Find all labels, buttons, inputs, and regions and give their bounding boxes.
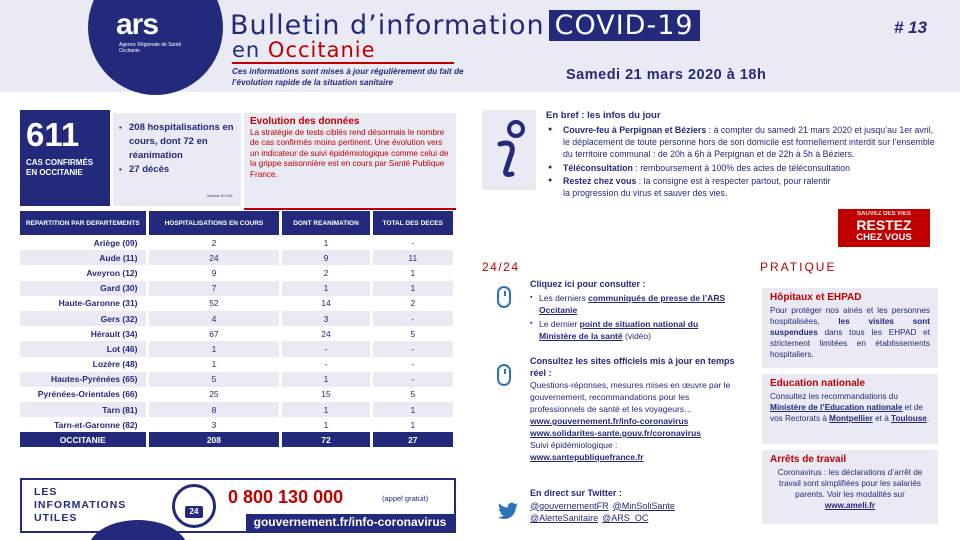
rea-value: 1 <box>281 402 371 417</box>
table-total-row <box>20 432 455 447</box>
table-row <box>20 265 455 280</box>
title-rule <box>232 62 454 64</box>
cases-number: 611 <box>26 116 80 153</box>
dept-name: Lot (46) <box>20 341 147 356</box>
dept-name: Hautes-Pyrénées (65) <box>20 372 147 387</box>
hosp-value: 4 <box>147 311 281 326</box>
hosp-value: 9 <box>147 265 281 280</box>
header-departments: REPARTITION PAR DEPARTEMENTS <box>20 211 147 235</box>
table-row <box>20 417 455 432</box>
total-hosp: 208 <box>147 432 281 447</box>
deaths-value: - <box>371 311 454 326</box>
info-icon <box>482 110 536 190</box>
spf-site-link[interactable]: www.santepubliquefrance.fr <box>530 452 644 462</box>
hosp-value: 8 <box>147 402 281 417</box>
dept-name: Aude (11) <box>20 250 147 265</box>
deaths-value: 2 <box>371 296 454 311</box>
dept-name: Hérault (34) <box>20 326 147 341</box>
twitter-bird-icon <box>498 502 518 525</box>
deaths-value: - <box>371 341 454 356</box>
total-label: OCCITANIE <box>20 432 147 447</box>
dept-name: Gers (32) <box>20 311 147 326</box>
deaths-value: 1 <box>371 402 454 417</box>
logo-word: ars <box>116 8 159 41</box>
suivi-label: Suivi épidémiologique : <box>530 440 618 450</box>
total-rea: 72 <box>281 432 371 447</box>
solidarites-site-link[interactable]: www.solidarites-sante.gouv.fr/coronavirus <box>530 428 701 438</box>
deaths-line: ▪ 27 décès <box>119 163 235 177</box>
hosp-value: 25 <box>147 387 281 402</box>
header-deaths: TOTAL DES DECES <box>371 211 454 235</box>
travail-box <box>762 450 938 524</box>
department-table <box>20 211 456 447</box>
info-label-line: UTILES <box>34 512 78 524</box>
page-title-line2 <box>232 38 376 62</box>
rea-value: 1 <box>281 417 371 432</box>
ministere-education-link[interactable]: Ministère de l’Education nationale <box>770 403 903 412</box>
deaths-value: - <box>371 357 454 372</box>
bref-item-bold: Couvre-feu à Perpignan et Béziers <box>563 125 707 135</box>
dept-name: Tarn (81) <box>20 402 147 417</box>
table-row <box>20 326 455 341</box>
table-row <box>20 387 455 402</box>
link-prefix: Les derniers <box>539 293 589 303</box>
info-label-line: LES <box>34 486 58 498</box>
table-row <box>20 250 455 265</box>
hosp-value: 1 <box>147 357 281 372</box>
education-box <box>762 374 938 444</box>
deaths-value: 11 <box>371 250 454 265</box>
communiques-link[interactable]: communiqués de presse de l’ARS Occitanie <box>539 293 726 315</box>
badge-small: SAUVEZ DES VIES <box>857 211 911 217</box>
title-highlight: COVID-19 <box>549 10 700 41</box>
table-row <box>20 281 455 296</box>
hosp-value: 3 <box>147 417 281 432</box>
dept-name: Lozère (48) <box>20 357 147 372</box>
educ-text-and: et à <box>872 414 892 423</box>
list-item <box>546 175 831 199</box>
point-situation-link[interactable]: point de situation national du Ministère de la santé <box>539 319 699 341</box>
rea-value: 14 <box>281 296 371 311</box>
consult1-title: Cliquez ici pour consulter : <box>530 279 646 289</box>
total-deaths: 27 <box>371 432 454 447</box>
list-item <box>530 318 730 342</box>
ameli-link[interactable]: www.ameli.fr <box>824 501 876 510</box>
dept-name: Ariège (09) <box>20 235 147 250</box>
logo-subtitle: Agence Régionale de Santé Occitanie <box>119 42 182 54</box>
dept-name: Aveyron (12) <box>20 265 147 280</box>
subtitle: Ces informations sont mises à jour régulièrement du fait de l’évolution rapide de la situation sanitaire <box>232 67 464 87</box>
deaths-value: 1 <box>371 417 454 432</box>
deaths-value: 5 <box>371 387 454 402</box>
source-note: Source SI-VIC <box>207 193 233 198</box>
montpellier-link[interactable]: Montpellier <box>829 414 873 423</box>
hopitaux-text-end: dans tous les EHPAD et strictement limitées en établissements hospitaliers. <box>770 328 930 359</box>
bref-item-text: : remboursement à 100% des actes de téléconsultation <box>632 162 851 173</box>
list-item <box>546 162 936 174</box>
table-row <box>20 296 455 311</box>
dept-name: Gard (30) <box>20 281 147 296</box>
link-suffix: (vidéo) <box>622 331 651 341</box>
consult2-title: Consultez les sites officiels mis à jour en temps réel : <box>530 356 735 378</box>
section-24-24: 24/24 <box>482 260 520 274</box>
consult2-text: Questions-réponses, mesures mises en œuvre par le gouvernement, recommandations pour les professionnels de santé et les voyageurs… <box>530 380 731 414</box>
educ-text: Consultez les recommandations du <box>770 392 898 401</box>
link-prefix: Le dernier <box>539 319 580 329</box>
bref-item-text: : à compter du samedi 21 mars 2020 et jusqu’au 1er avril, le déplacement de toute personne hors de son domicile est formellement interdit sur l’ensemble du territoire communal : de 20h à 6h à Perpignan et de 22h à 5h à Béziers. <box>563 125 935 160</box>
hopitaux-box <box>762 288 938 368</box>
table-row <box>20 341 455 356</box>
bref-item-text: : la consigne est à respecter partout, pour ralentir la progression du virus et sauver des vies. <box>563 175 831 199</box>
hosp-value: 5 <box>147 372 281 387</box>
rea-value: 1 <box>281 372 371 387</box>
section-pratique: PRATIQUE <box>760 260 837 274</box>
table-row <box>20 402 455 417</box>
issue-number: # 13 <box>894 18 928 37</box>
title-region: Occitanie <box>267 38 376 62</box>
rea-value: - <box>281 341 371 356</box>
mouse-icon <box>497 286 511 308</box>
consult2-block <box>530 355 745 463</box>
twitter-handle[interactable]: @ARS_OC <box>602 513 649 523</box>
bref-title: En bref : les infos du jour <box>546 110 661 121</box>
rea-value: - <box>281 357 371 372</box>
hosp-value: 2 <box>147 235 281 250</box>
dept-name: Pyrénées-Orientales (66) <box>20 387 147 402</box>
hopitaux-text: Pour protéger nos ainés et les personnes hospitalisées, <box>770 306 930 326</box>
title-line2-prefix: en <box>232 38 261 62</box>
hosp-value: 7 <box>147 281 281 296</box>
twitter-block <box>530 487 730 525</box>
dept-name: Tarn-et-Garonne (82) <box>20 417 147 432</box>
page-title <box>230 10 700 41</box>
list-item <box>546 124 936 161</box>
badge-line2: CHEZ VOUS <box>856 232 912 243</box>
table-row <box>20 372 455 387</box>
twitter-title: En direct sur Twitter : <box>530 488 622 498</box>
twitter-handle[interactable]: @MinSoliSante <box>612 500 675 511</box>
hosp-value: 52 <box>147 296 281 311</box>
rea-value: 3 <box>281 311 371 326</box>
table-body <box>20 235 455 447</box>
educ-text-end: . <box>926 414 930 423</box>
evolution-text: La stratégie de tests ciblés rend désormais le nombre de cas confirmés moins pertinent. Une évolution vers un indicateur de suivi épidémiologique comme celui de la grippe saisonnière est en cours par Santé Publique France. <box>250 128 449 179</box>
title-prefix: Bulletin d’information <box>230 10 545 41</box>
gouvernement-link[interactable]: gouvernement.fr/info-coronavirus <box>246 514 454 531</box>
deaths-value: - <box>371 372 454 387</box>
list-item <box>530 292 730 316</box>
bref-list <box>546 124 936 200</box>
deaths-value: 1 <box>371 281 454 296</box>
table-row <box>20 357 455 372</box>
travail-title: Arrêts de travail <box>770 454 847 465</box>
hopitaux-title: Hôpitaux et EHPAD <box>770 292 862 303</box>
deaths-value: 1 <box>371 265 454 280</box>
consult1-list <box>530 292 730 344</box>
bulletin-date: Samedi 21 mars 2020 à 18h <box>566 67 767 83</box>
deaths-value: 5 <box>371 326 454 341</box>
gouvernement-site-link[interactable]: www.gouvernement.fr/info-coronavirus <box>530 416 689 426</box>
cases-label: CAS CONFIRMÉS EN OCCITANIE <box>26 158 94 177</box>
evolution-rule <box>244 208 456 210</box>
hosp-value: 1 <box>147 341 281 356</box>
bref-item-bold: Restez chez vous <box>563 175 637 186</box>
toulouse-link[interactable]: Toulouse <box>891 414 927 423</box>
twitter-handle[interactable]: @AlerteSanitaire <box>530 513 599 523</box>
hotline-note: (appel gratuit) <box>382 494 429 503</box>
table-row <box>20 311 455 326</box>
header-hospitalisations: HOSPITALISATIONS EN COURS <box>147 211 281 235</box>
mouse-icon <box>497 364 511 386</box>
hosp-value: 67 <box>147 326 281 341</box>
info-label <box>34 486 126 525</box>
rea-value: 2 <box>281 265 371 280</box>
restez-chez-vous-badge <box>838 209 930 247</box>
table-row <box>20 235 455 250</box>
rea-value: 9 <box>281 250 371 265</box>
twitter-handle[interactable]: @gouvernementFR <box>530 500 609 511</box>
educ-text-mid: et de vos Rectorats à <box>770 403 923 423</box>
info-label-line: INFORMATIONS <box>34 499 127 511</box>
rea-value: 1 <box>281 235 371 250</box>
table-header-row <box>20 211 455 235</box>
education-title: Education nationale <box>770 378 866 389</box>
hopitaux-bold: les visites sont suspendues <box>770 317 930 337</box>
hotline-number[interactable]: 0 800 130 000 <box>228 487 344 507</box>
useful-info-banner <box>20 478 456 533</box>
bref-item-bold: Téléconsultation <box>563 162 633 173</box>
rea-value: 15 <box>281 387 371 402</box>
rea-value: 1 <box>281 281 371 296</box>
travail-text: Coronavirus : les déclarations d’arrêt de travail sont simplifiées pour les salariés parents. Voir les modalités sur <box>777 468 923 499</box>
hosp-value: 24 <box>147 250 281 265</box>
deaths-value: - <box>371 235 454 250</box>
badge-line1: RESTEZ <box>856 217 912 233</box>
header-reanimation: DONT REANIMATION <box>281 211 371 235</box>
rea-value: 24 <box>281 326 371 341</box>
hosp-line: ▪ 208 hospitalisations en cours, dont 72 en réanimation <box>119 121 235 163</box>
dept-name: Haute-Garonne (31) <box>20 296 147 311</box>
cases-box <box>20 110 110 206</box>
evolution-title: Evolution des données <box>250 116 360 127</box>
evolution-box <box>244 113 456 208</box>
phone-24h-icon <box>172 484 216 528</box>
